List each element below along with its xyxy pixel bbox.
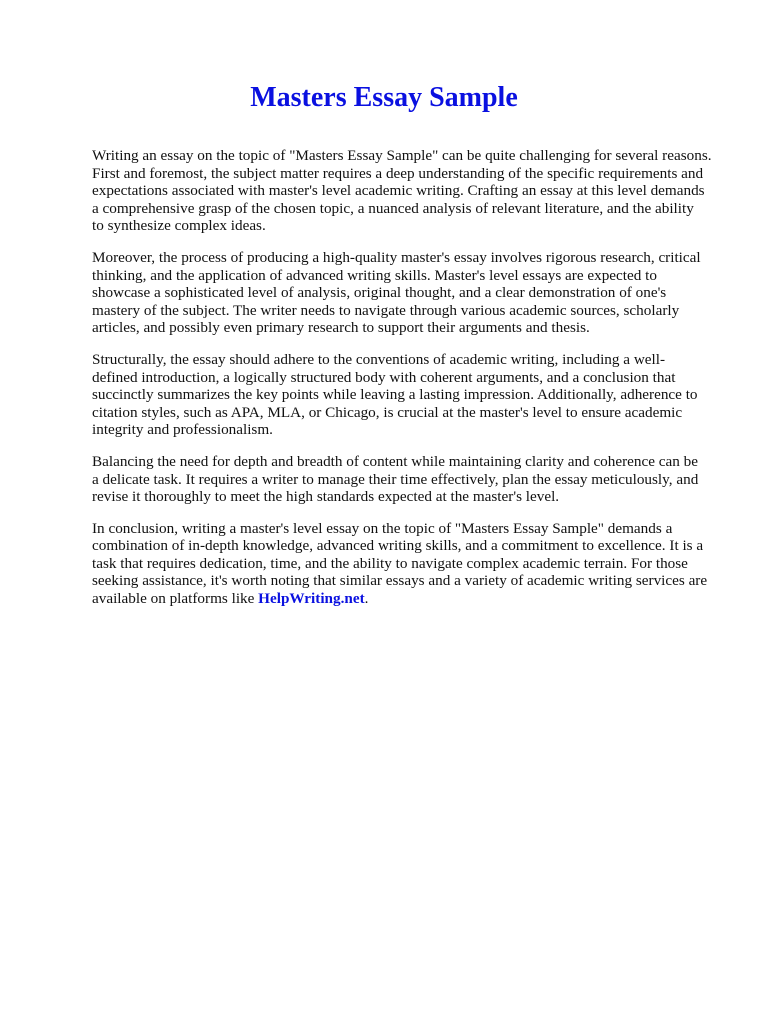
paragraph-line: to synthesize complex ideas. — [92, 217, 266, 235]
paragraph-line: citation styles, such as APA, MLA, or Chicago, is crucial at the master's level to ensure academic — [92, 403, 683, 421]
paragraph-line: In conclusion, writing a master's level essay on the topic of "Masters Essay Sample" demands a — [92, 519, 673, 537]
paragraph-line: Writing an essay on the topic of "Masters Essay Sample" can be quite challenging for several reasons. — [92, 147, 712, 164]
paragraph-line: Structurally, the essay should adhere to the conventions of academic writing, including a well- — [92, 350, 666, 368]
paragraph-line: task that requires dedication, time, and the ability to navigate complex academic terrain. For those — [92, 554, 688, 572]
paragraph-last-line — [92, 590, 722, 608]
paragraph-line: seeking assistance, it's worth noting that similar essays and a variety of academic writing services are — [92, 572, 708, 590]
document-body — [92, 147, 722, 622]
paragraph-line: expectations associated with master's level academic writing. Crafting an essay at this level demands — [92, 182, 705, 200]
paragraph-last-line-prefix: available on platforms like — [92, 590, 259, 608]
paragraph-1 — [92, 147, 722, 235]
paragraph-line: Balancing the need for depth and breadth of content while maintaining clarity and coherence can be — [92, 452, 698, 470]
paragraph-line: defined introduction, a logically structured body with coherent arguments, and a conclusion that — [92, 368, 676, 386]
document-title: Masters Essay Sample — [250, 82, 518, 113]
paragraph-line: a delicate task. It requires a writer to manage their time effectively, plan the essay meticulously, and — [92, 470, 699, 488]
paragraph-line: revise it thoroughly to meet the high standards expected at the master's level. — [92, 488, 560, 506]
paragraph-line: integrity and professionalism. — [92, 421, 273, 439]
paragraph-line: articles, and possibly even primary research to support their arguments and thesis. — [92, 319, 590, 337]
paragraph-line: combination of in-depth knowledge, advanced writing skills, and a commitment to excellence. It is a — [92, 537, 704, 555]
paragraph-line: a comprehensive grasp of the chosen topic, a nuanced analysis of relevant literature, and the ability — [92, 199, 694, 217]
paragraph-4 — [92, 453, 722, 506]
paragraph-line: succinctly summarizes the key points while leaving a lasting impression. Additionally, adherence to — [92, 386, 698, 404]
paragraph-5 — [92, 520, 722, 608]
paragraph-line: First and foremost, the subject matter requires a deep understanding of the specific requirements and — [92, 164, 704, 182]
paragraph-line: showcase a sophisticated level of analysis, original thought, and a clear demonstration of one's — [92, 284, 667, 302]
paragraph-3 — [92, 351, 722, 439]
paragraph-line: mastery of the subject. The writer needs to navigate through various academic sources, scholarly — [92, 301, 680, 319]
helpwriting-link[interactable]: HelpWriting.net — [258, 590, 365, 608]
paragraph-line: thinking, and the application of advanced writing skills. Master's level essays are expected to — [92, 266, 657, 284]
paragraph-line: Moreover, the process of producing a high-quality master's essay involves rigorous research, critical — [92, 248, 701, 266]
paragraph-2 — [92, 249, 722, 337]
paragraph-last-line-suffix: . — [364, 590, 369, 608]
